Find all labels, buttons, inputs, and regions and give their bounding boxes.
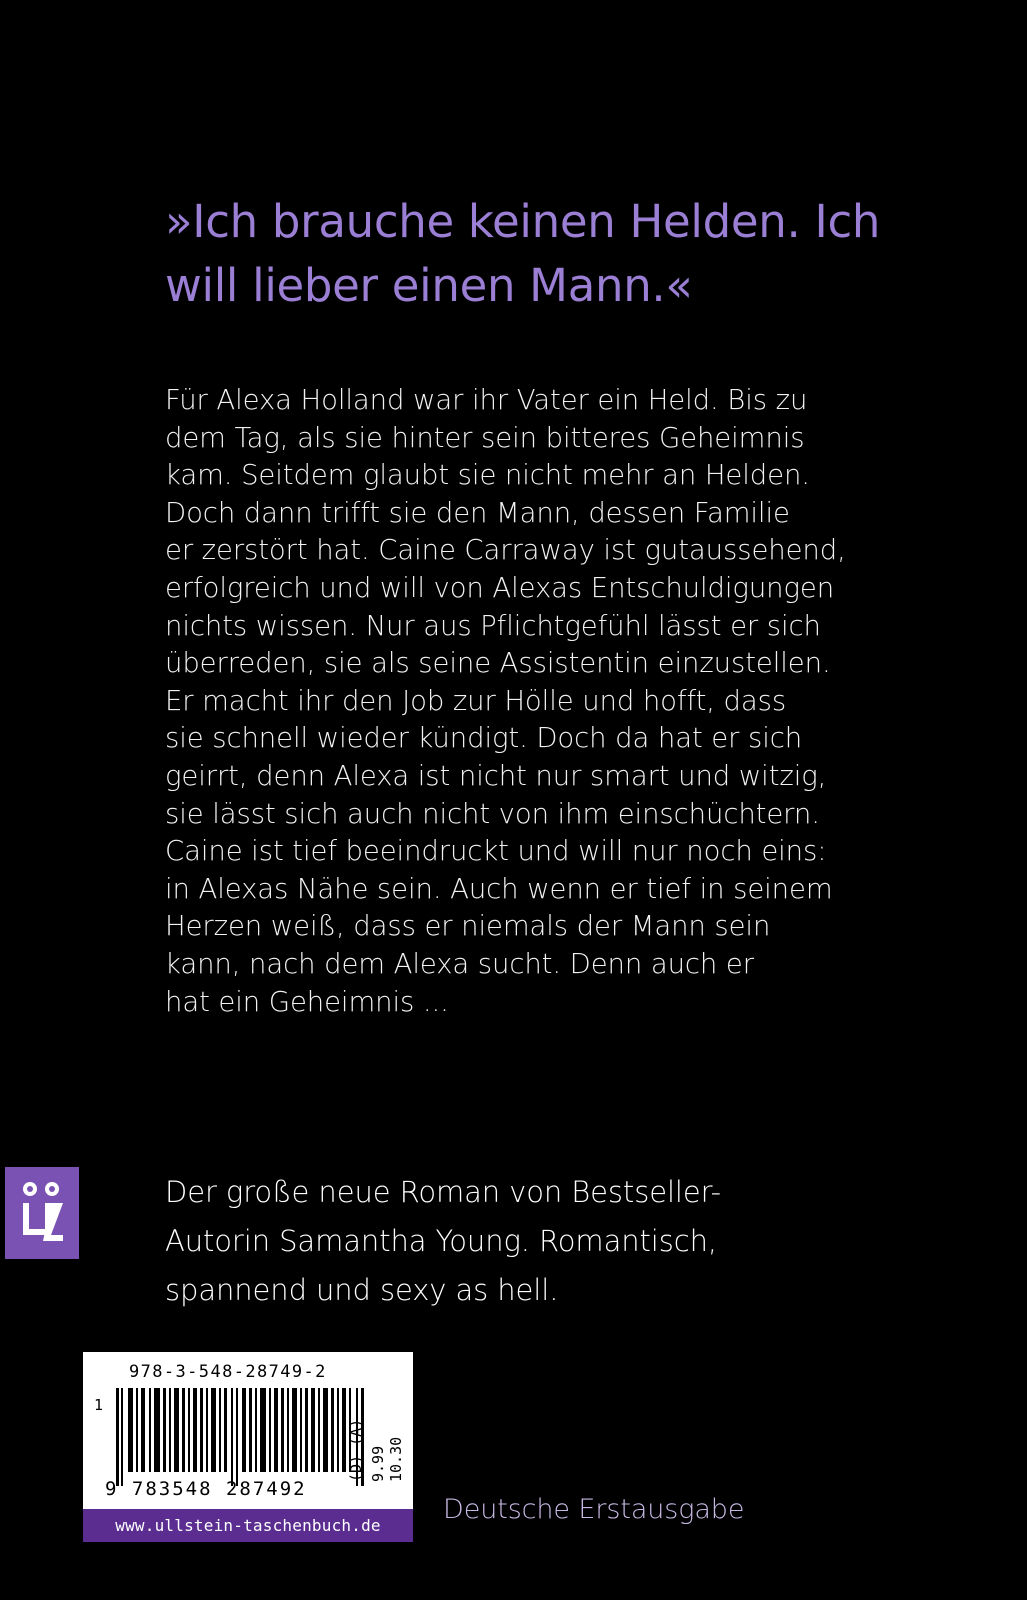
blurb-line: geirrt, denn Alexa ist nicht nur smart und witzig, [165,759,827,792]
blurb-text [165,382,865,1021]
blurb-line: kam. Seitdem glaubt sie nicht mehr an Helden. [165,459,810,492]
blurb-line: Er macht ihr den Job zur Hölle und hofft, dass [165,684,787,717]
blurb-line: Caine ist tief beeindruckt und will nur noch eins: [165,835,827,868]
blurb-line: in Alexas Nähe sein. Auch wenn er tief in seinem [165,872,833,905]
barcode-bars [116,1388,368,1486]
blurb-line: sie lässt sich auch nicht von ihm einschüchtern. [165,797,820,830]
blurb-line: dem Tag, als sie hinter sein bitteres Geheimnis [165,421,805,454]
tagline-line: spannend und sexy as hell. [165,1273,559,1307]
cover-quote [165,190,905,318]
quote-line: »Ich brauche keinen Helden. [165,195,801,248]
quote-line: Ich will lieber einen Mann.« [165,195,881,312]
ean-left-digit: 1 [94,1396,104,1414]
blurb-line: kann, nach dem Alexa sucht. Denn auch er [165,947,754,980]
tagline-line: Der große neue Roman von Bestseller- [165,1175,721,1209]
price-column [343,1360,405,1492]
blurb-line: hat ein Geheimnis ... [165,985,449,1018]
tagline-text [165,1168,905,1315]
blurb-line: überreden, sie als seine Assistentin einzustellen. [165,647,831,680]
blurb-line: Herzen weiß, dass er niemals der Mann sein [165,910,771,943]
ean-digits: 9 783548 287492 [105,1478,307,1500]
blurb-line: er zerstört hat. Caine Carraway ist gutaussehend, [165,534,846,567]
price-at: 10.30 [387,1436,405,1482]
country-mark-de: (D) (A) [347,1418,365,1482]
blurb-line: erfolgreich und will von Alexas Entschuldigungen [165,571,835,604]
tagline-line: Autorin Samantha Young. Romantisch, [165,1224,718,1258]
publisher-url[interactable]: www.ullstein-taschenbuch.de [83,1509,413,1542]
blurb-line: nichts wissen. Nur aus Pflichtgefühl lässt er sich [165,609,821,642]
owl-icon [5,1167,79,1259]
blurb-line: Doch dann trifft sie den Mann, dessen Familie [165,496,790,529]
blurb-line: Für Alexa Holland war ihr Vater ein Held. Bis zu [165,384,808,416]
barcode-block [83,1352,413,1542]
edition-note: Deutsche Erstausgabe [443,1494,745,1525]
isbn-text: 978-3-548-28749-2 [129,1362,327,1382]
price-de: 9.99 [369,1445,387,1482]
blurb-line: sie schnell wieder kündigt. Doch da hat er sich [165,722,803,755]
